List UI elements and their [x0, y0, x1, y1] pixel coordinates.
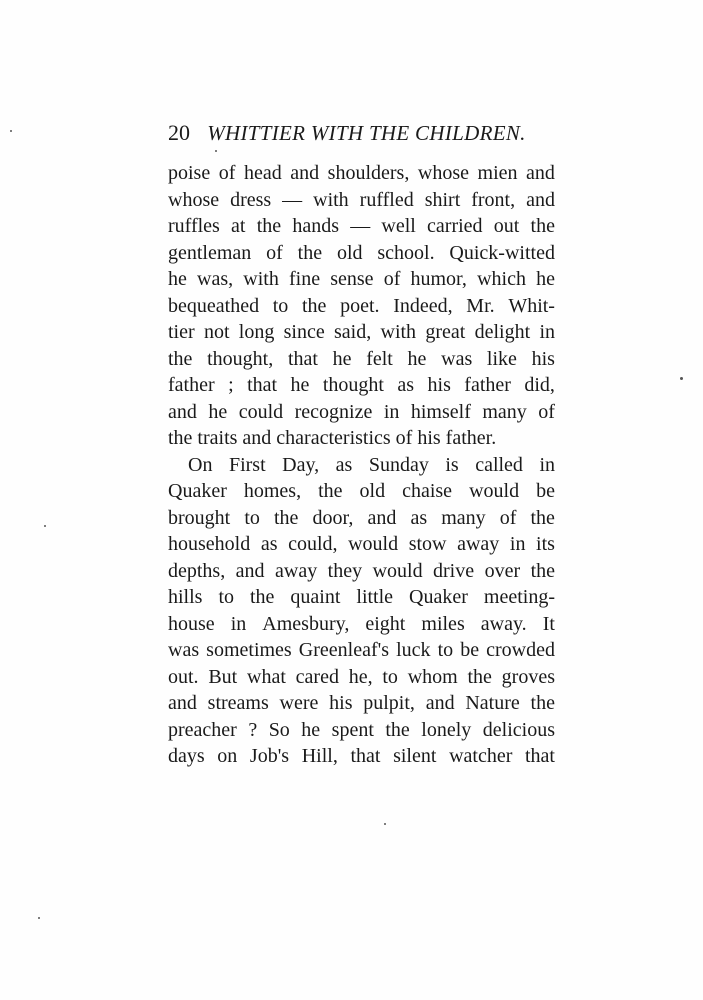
text-line: was sometimes Greenleaf's luck to be crowded	[168, 639, 555, 661]
scan-speck	[10, 130, 12, 132]
text-line: house in Amesbury, eight miles away. It	[168, 612, 555, 635]
scan-speck	[38, 917, 40, 919]
text-line: the traits and characteristics of his father.	[168, 427, 497, 449]
body-text	[168, 160, 555, 770]
text-line: On First Day, as Sunday is called in	[188, 453, 555, 476]
text-line: the thought, that he felt he was like his	[168, 347, 555, 370]
text-line: brought to the door, and as many of the	[168, 506, 555, 529]
text-line: gentleman of the old school. Quick-witted	[168, 241, 555, 264]
text-line: and he could recognize in himself many of	[168, 400, 555, 423]
scan-speck	[680, 377, 683, 380]
text-line: poise of head and shoulders, whose mien and	[168, 162, 555, 184]
text-line: tier not long since said, with great delight in	[168, 321, 555, 343]
text-line: Quaker homes, the old chaise would be	[168, 480, 555, 502]
running-title: WHITTIER WITH THE CHILDREN.	[207, 121, 526, 145]
scan-speck	[44, 525, 46, 527]
text-line: and streams were his pulpit, and Nature the	[168, 692, 555, 714]
text-line: depths, and away they would drive over the	[168, 559, 555, 582]
text-line: out. But what cared he, to whom the groves	[168, 665, 555, 688]
page-number: 20	[168, 120, 190, 145]
text-line: bequeathed to the poet. Indeed, Mr. Whit-	[168, 294, 555, 317]
text-line: preacher ? So he spent the lonely delicious	[168, 718, 555, 741]
text-line: days on Job's Hill, that silent watcher that	[168, 745, 555, 767]
scan-speck	[215, 150, 217, 152]
text-line: ruffles at the hands — well carried out the	[168, 215, 555, 237]
scan-speck	[384, 823, 386, 825]
text-line: hills to the quaint little Quaker meeting-	[168, 586, 555, 608]
text-line: father ; that he thought as his father did,	[168, 374, 555, 396]
text-line: he was, with fine sense of humor, which he	[168, 268, 555, 290]
page-header	[168, 118, 543, 148]
text-line: household as could, would stow away in its	[168, 533, 555, 555]
text-line: whose dress — with ruffled shirt front, and	[168, 188, 555, 211]
